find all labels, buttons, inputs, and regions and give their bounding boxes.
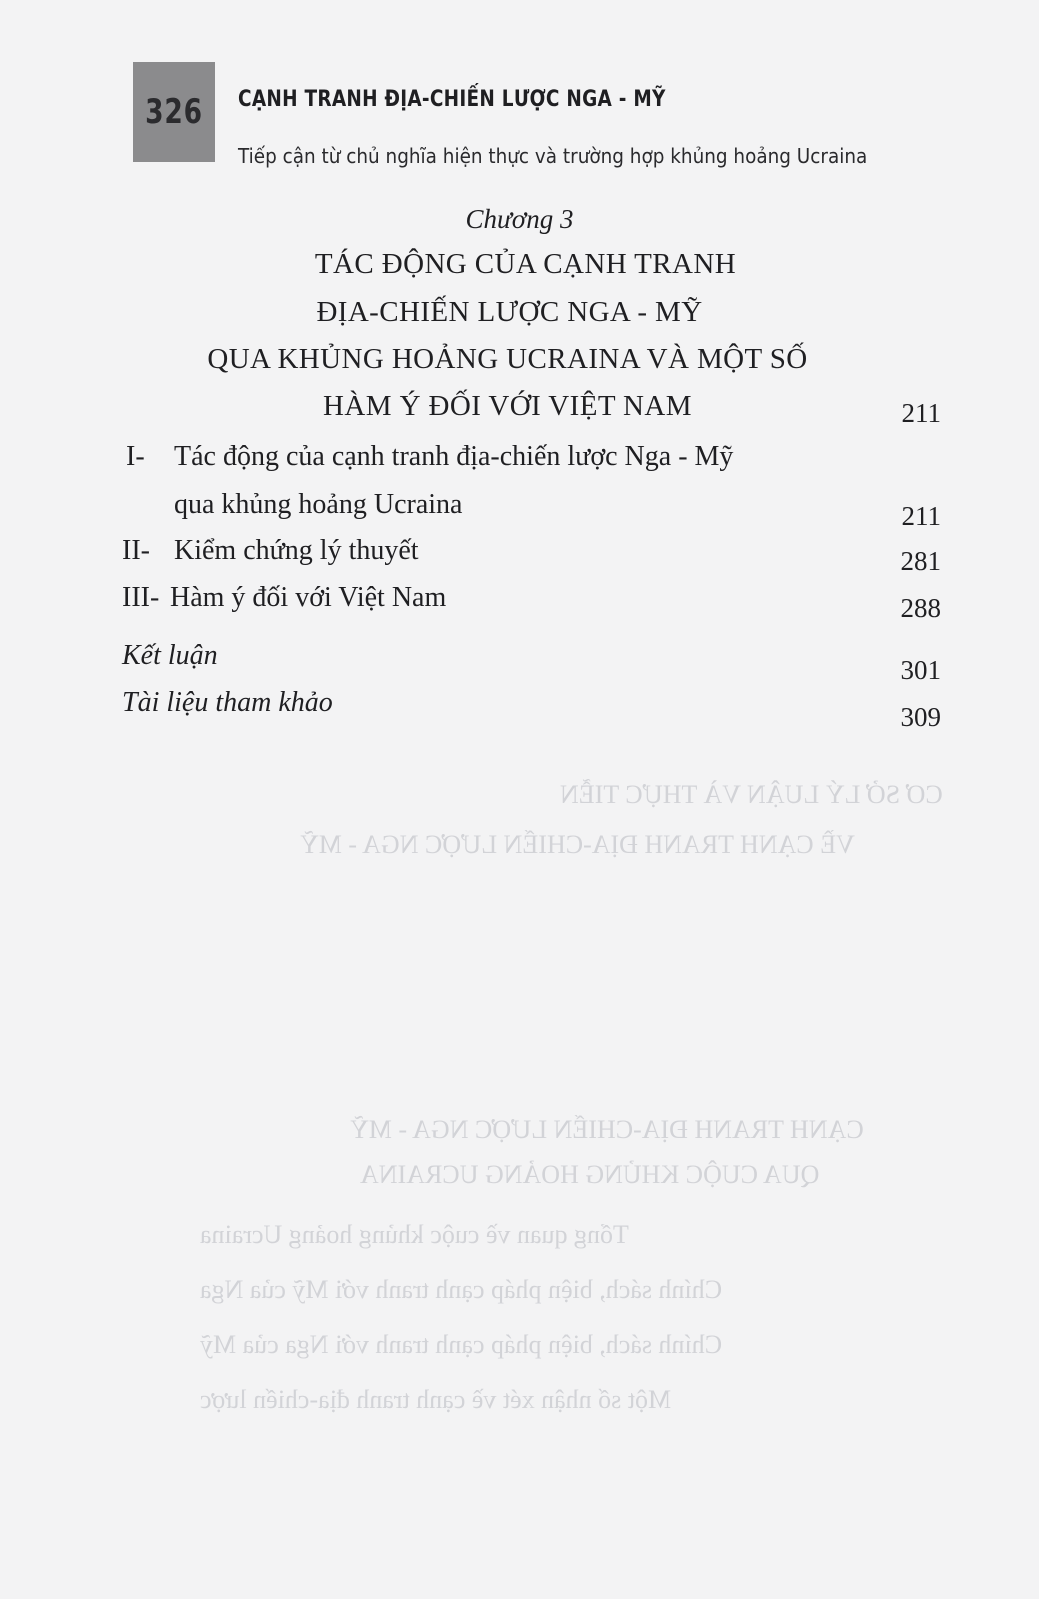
toc-entry-prefix: II- bbox=[122, 535, 150, 566]
running-header-subtitle: Tiếp cận từ chủ nghĩa hiện thực và trường hợp khủng hoảng Ucraina bbox=[238, 144, 868, 168]
bleed-through-text: QUA CUỘC KHỦNG HOẢNG UCRAINA bbox=[360, 1160, 820, 1189]
toc-entry-title-cont: qua khủng hoảng Ucraina bbox=[174, 489, 463, 520]
running-header-title: CẠNH TRANH ĐỊA-CHIẾN LƯỢC NGA - MỸ bbox=[238, 87, 666, 112]
bleed-through-text: Tổng quan về cuộc khủng hoảng Ucraina bbox=[200, 1220, 629, 1249]
chapter-title-line: ĐỊA-CHIẾN LƯỢC NGA - MỸ bbox=[316, 296, 703, 328]
toc-entry-title: Tài liệu tham khảo bbox=[122, 687, 333, 718]
chapter-label: Chương 3 bbox=[465, 204, 574, 234]
bleed-through-text: Một số nhận xét về cạnh tranh địa-chiến lược bbox=[200, 1385, 672, 1414]
bleed-through-text: CẠNH TRANH ĐỊA-CHIẾN LƯỢC NGA - MỸ bbox=[350, 1115, 864, 1144]
bleed-through-text: Chính sách, biện pháp cạnh tranh với Mỹ của Nga bbox=[200, 1275, 723, 1304]
toc-entry-page: 309 bbox=[900, 702, 941, 732]
page-number: 326 bbox=[145, 92, 203, 132]
toc-entry-title: Tác động của cạnh tranh địa-chiến lược Nga - Mỹ bbox=[174, 441, 734, 472]
chapter-title-line: HÀM Ý ĐỐI VỚI VIỆT NAM bbox=[323, 390, 692, 422]
toc-entry-page: 288 bbox=[900, 593, 941, 623]
toc-entry-title: Hàm ý đối với Việt Nam bbox=[170, 582, 447, 613]
bleed-through-text: VỀ CẠNH TRANH ĐỊA-CHIẾN LƯỢC NGA - MỸ bbox=[300, 830, 855, 859]
toc-entry-prefix: III- bbox=[122, 582, 160, 613]
chapter-page-number: 211 bbox=[901, 398, 941, 428]
chapter-title-line: TÁC ĐỘNG CỦA CẠNH TRANH bbox=[314, 248, 737, 280]
bleed-through-text: Chính sách, biện pháp cạnh tranh với Nga của Mỹ bbox=[200, 1330, 723, 1359]
page-number-box bbox=[133, 62, 215, 162]
chapter-title-line: QUA KHỦNG HOẢNG UCRAINA VÀ MỘT SỐ bbox=[207, 343, 808, 375]
toc-entry-title: Kết luận bbox=[122, 640, 218, 671]
toc-entry-title: Kiểm chứng lý thuyết bbox=[174, 535, 419, 566]
toc-entry-page: 281 bbox=[900, 546, 941, 576]
bleed-through-text: CƠ SỞ LÝ LUẬN VÀ THỰC TIỄN bbox=[560, 780, 943, 809]
toc-entry-prefix: I- bbox=[126, 441, 145, 472]
toc-entry-page: 301 bbox=[900, 655, 941, 685]
toc-entry-page: 211 bbox=[901, 501, 941, 531]
